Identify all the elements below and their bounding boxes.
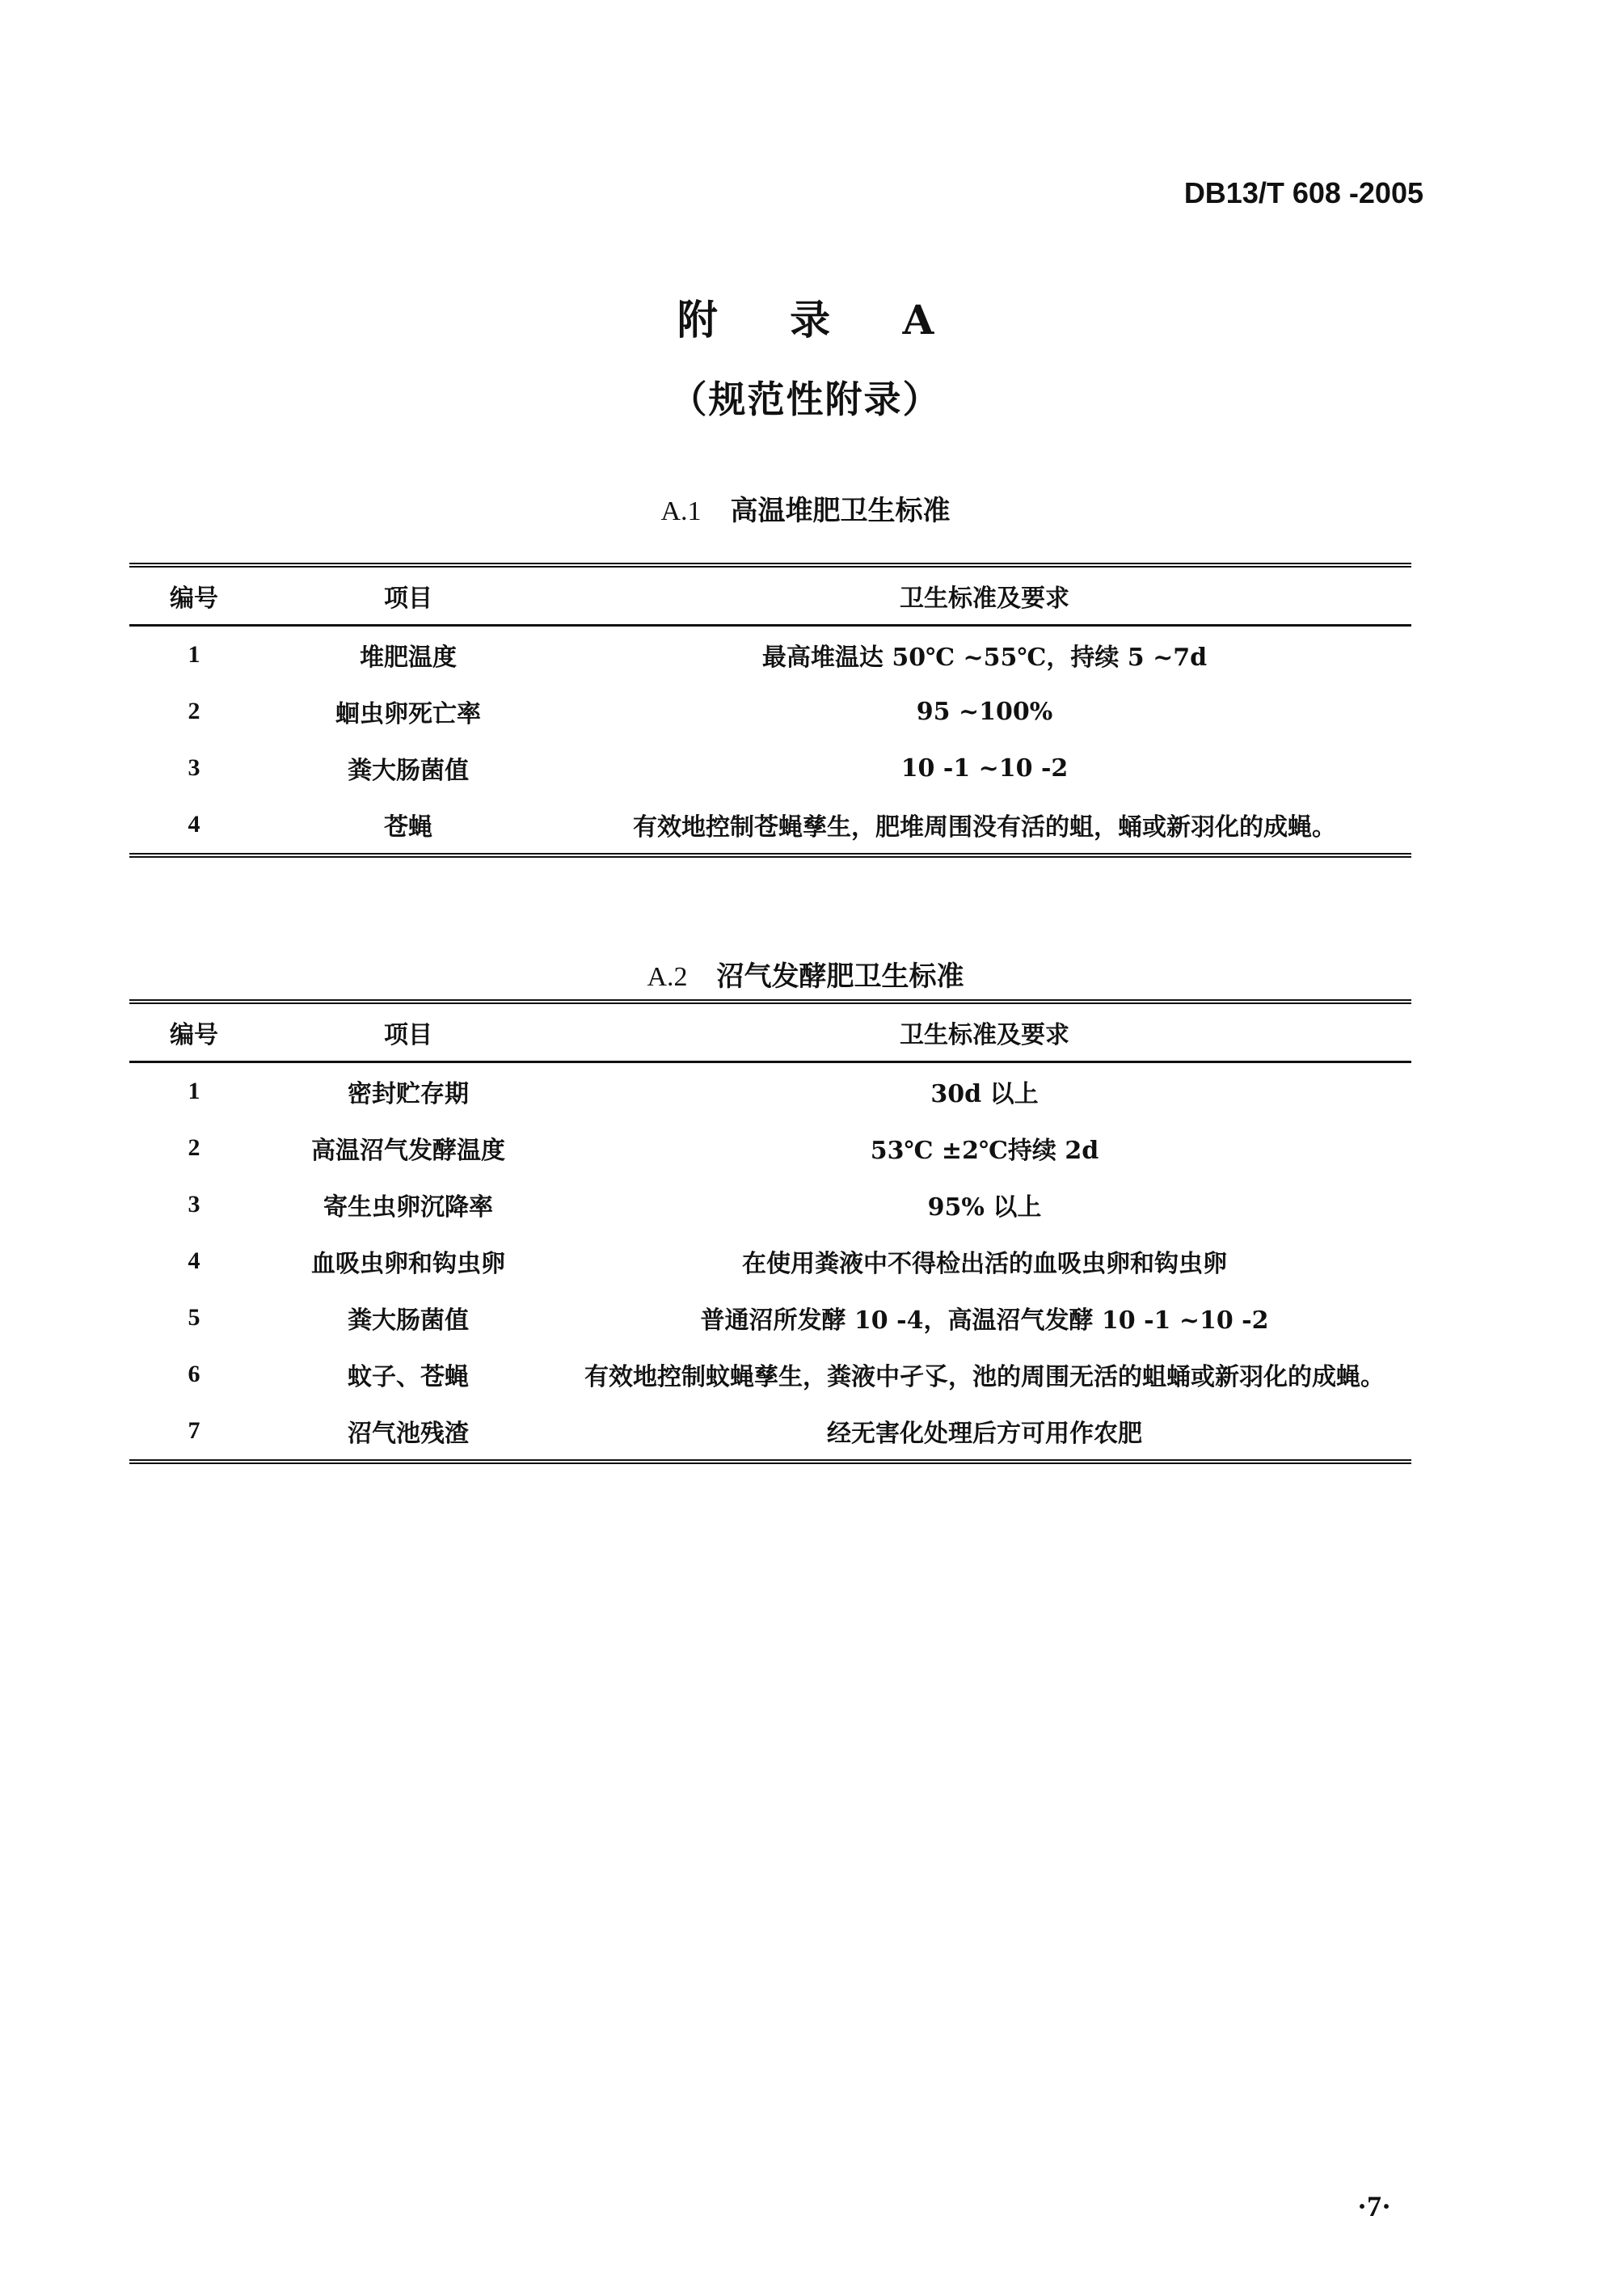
row-item: 寄生虫卵沉降率 (323, 1193, 493, 1222)
row-number: 2 (188, 1134, 200, 1161)
appendix-title: 附 录 A (677, 296, 964, 344)
row-requirement: 95 ~100% (916, 697, 1053, 726)
table-row (129, 1403, 1411, 1462)
table-row (129, 626, 1411, 684)
column-header-requirement: 卫生标准及要求 (558, 565, 1411, 626)
row-requirement: 30d 以上 (930, 1080, 1039, 1108)
row-number: 2 (188, 698, 200, 724)
section-a1-title: 高温堆肥卫生标准 (730, 495, 951, 527)
row-requirement: 普通沼所发酵 10 -4，高温沼气发酵 10 -1 ~10 -2 (700, 1306, 1269, 1335)
row-item: 苍蝇 (384, 813, 432, 842)
row-item: 沼气池残渣 (348, 1420, 469, 1448)
row-item: 血吸虫卵和钩虫卵 (311, 1250, 505, 1278)
table-row (129, 1346, 1411, 1403)
document-code: DB13/T 608 -2005 (1183, 176, 1423, 209)
section-a2-heading (0, 954, 1611, 994)
table-row (129, 1176, 1411, 1233)
table-a1 (129, 563, 1411, 858)
row-requirement: 在使用粪液中不得检出活的血吸虫卵和钩虫卵 (742, 1250, 1227, 1278)
row-requirement: 有效地控制苍蝇孳生，肥堆周围没有活的蛆，蛹或新羽化的成蝇。 (633, 813, 1336, 842)
column-header-item: 项目 (259, 565, 558, 626)
row-number: 1 (188, 641, 200, 668)
section-a1-heading (0, 488, 1611, 528)
row-item: 蛔虫卵死亡率 (335, 700, 481, 728)
row-requirement: 95% 以上 (927, 1193, 1042, 1222)
row-requirement: 经无害化处理后方可用作农肥 (827, 1420, 1142, 1448)
row-requirement: 最高堆温达 50℃ ~55℃，持续 5 ~7d (761, 644, 1208, 672)
column-header-item: 项目 (259, 1002, 558, 1062)
row-number: 3 (188, 1191, 200, 1218)
row-number: 4 (188, 811, 200, 838)
row-requirement: 有效地控制蚊蝇孳生，粪液中孑孓，池的周围无活的蛆蛹或新羽化的成蝇。 (584, 1363, 1385, 1391)
table-row (129, 1289, 1411, 1346)
row-requirement: 53℃ ±2℃持续 2d (870, 1137, 1099, 1165)
row-number: 3 (188, 754, 200, 781)
row-item: 粪大肠菌值 (348, 1306, 469, 1335)
table-row (129, 796, 1411, 855)
row-item: 高温沼气发酵温度 (311, 1137, 505, 1165)
column-header-requirement: 卫生标准及要求 (558, 1002, 1411, 1062)
section-a1-number: A.1 (660, 496, 702, 526)
appendix-subtitle: （规范性附录） (669, 378, 942, 421)
column-header-number: 编号 (129, 565, 259, 626)
row-number: 1 (188, 1078, 200, 1104)
section-a2-title: 沼气发酵肥卫生标准 (716, 960, 964, 993)
table-header-row (129, 1002, 1411, 1062)
row-item: 粪大肠菌值 (348, 757, 469, 785)
row-item: 蚊子、苍蝇 (348, 1363, 469, 1391)
table-row (129, 683, 1411, 740)
row-number: 6 (188, 1361, 200, 1387)
row-item: 密封贮存期 (348, 1080, 469, 1108)
table-header-row (129, 565, 1411, 626)
section-a2-number: A.2 (647, 962, 688, 992)
column-header-number: 编号 (129, 1002, 259, 1062)
table-row (129, 740, 1411, 796)
table-a2 (129, 999, 1411, 1464)
row-number: 7 (188, 1417, 200, 1444)
row-number: 4 (188, 1247, 200, 1274)
page-number: ·7· (1356, 2190, 1391, 2222)
row-number: 5 (188, 1304, 200, 1331)
table-row (129, 1120, 1411, 1176)
row-requirement: 10 -1 ~10 -2 (900, 753, 1069, 783)
row-item: 堆肥温度 (360, 644, 457, 672)
table-row (129, 1233, 1411, 1289)
table-row (129, 1062, 1411, 1121)
